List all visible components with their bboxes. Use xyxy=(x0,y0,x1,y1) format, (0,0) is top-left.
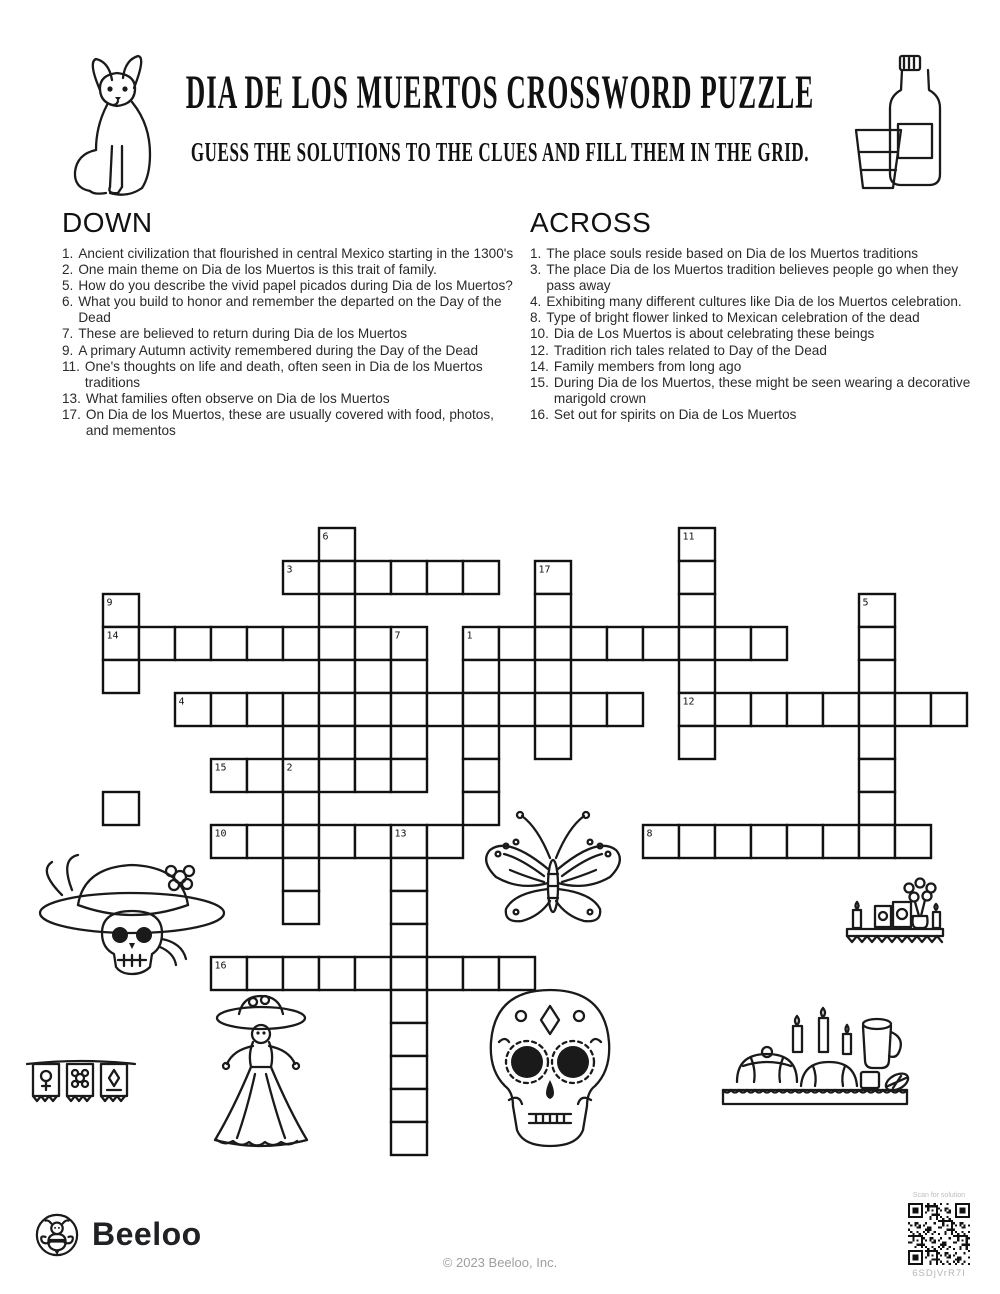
qr-code-id: 6SDjVrR7I xyxy=(912,1268,966,1279)
clue-number: 10. xyxy=(530,326,549,342)
clue-item xyxy=(62,278,514,294)
clue-text: A primary Autumn activity remembered during the Day of the Dead xyxy=(78,342,479,358)
clue-text: One main theme on Dia de los Muertos is this trait of family. xyxy=(78,262,437,278)
papel-picado-icon xyxy=(25,1056,137,1108)
down-clues-section xyxy=(62,207,514,439)
clue-text: What you build to honor and remember the departed on the Day of the Dead xyxy=(78,294,502,326)
across-clues-section xyxy=(530,207,982,423)
clue-number: 5. xyxy=(62,278,74,294)
down-heading: DOWN xyxy=(62,207,153,238)
qr-code-icon xyxy=(908,1203,970,1265)
clue-number: 17. xyxy=(62,406,81,422)
clue-text: What families often observe on Dia de los Muertos xyxy=(85,390,390,406)
svg-text:12: 12 xyxy=(682,696,695,708)
catrina-skull-icon xyxy=(30,835,240,985)
across-clue-list xyxy=(530,246,982,423)
sugar-skull-icon xyxy=(475,984,625,1154)
svg-text:9: 9 xyxy=(106,597,113,609)
svg-text:6: 6 xyxy=(322,531,329,543)
clue-item xyxy=(530,262,982,294)
clue-number: 1. xyxy=(62,246,74,261)
svg-text:16: 16 xyxy=(214,960,227,972)
clue-number: 13. xyxy=(62,390,81,406)
beeloo-bee-logo-icon xyxy=(34,1212,80,1258)
clue-number: 6. xyxy=(62,294,74,310)
qr-label: Scan for solution xyxy=(912,1192,966,1199)
page-subtitle: GUESS THE SOLUTIONS TO THE CLUES AND FILL THEM IN THE GRID. xyxy=(190,137,810,168)
ofrenda-altar-icon xyxy=(845,872,945,954)
clue-text: Set out for spirits on Dia de Los Muertos xyxy=(553,406,797,422)
svg-text:3: 3 xyxy=(286,564,293,576)
xolo-dog-icon xyxy=(62,54,188,204)
clue-text: Ancient civilization that flourished in central Mexico starting in the 1300's xyxy=(78,246,514,261)
svg-text:2: 2 xyxy=(286,762,293,774)
svg-text:13: 13 xyxy=(394,828,407,840)
svg-text:14: 14 xyxy=(106,630,119,642)
clue-number: 12. xyxy=(530,342,549,358)
dancing-catrina-icon xyxy=(203,992,318,1152)
clue-item xyxy=(530,359,982,375)
clue-text: The place souls reside based on Dia de los Muertos traditions xyxy=(546,246,919,261)
svg-text:4: 4 xyxy=(178,696,185,708)
down-clue-list xyxy=(62,246,514,439)
page-title: DIA DE LOS MUERTOS CROSSWORD PUZZLE xyxy=(185,66,815,119)
clue-item xyxy=(62,246,514,262)
svg-text:7: 7 xyxy=(394,630,401,642)
clue-text: During Dia de los Muertos, these might be seen wearing a decorative marigold crown xyxy=(553,374,971,406)
svg-text:8: 8 xyxy=(646,828,653,840)
clue-number: 8. xyxy=(530,310,542,326)
clue-text: Type of bright flower linked to Mexican celebration of the dead xyxy=(546,310,920,326)
clue-item xyxy=(62,326,514,342)
monarch-butterfly-icon xyxy=(478,806,628,932)
clue-item xyxy=(530,343,982,359)
clue-number: 16. xyxy=(530,406,549,422)
clue-item xyxy=(530,246,982,262)
clue-item xyxy=(530,407,982,423)
day-of-dead-feast-icon xyxy=(715,994,915,1109)
svg-text:5: 5 xyxy=(862,597,869,609)
clue-text: On Dia de los Muertos, these are usually covered with food, photos, and mementos xyxy=(85,406,494,439)
copyright-text: © 2023 Beeloo, Inc. xyxy=(442,1255,558,1270)
clue-number: 4. xyxy=(530,294,542,310)
clue-number: 9. xyxy=(62,342,74,358)
clue-item xyxy=(62,294,514,326)
svg-text:17: 17 xyxy=(538,564,551,576)
clue-number: 15. xyxy=(530,374,549,390)
clue-number: 7. xyxy=(62,326,74,342)
clue-item xyxy=(62,343,514,359)
clue-item xyxy=(62,262,514,278)
clue-number: 14. xyxy=(530,358,549,374)
svg-text:15: 15 xyxy=(214,762,227,774)
clue-item xyxy=(530,375,982,407)
brand-name: Beeloo xyxy=(92,1216,202,1252)
clue-item xyxy=(62,359,514,391)
tequila-bottle-icon xyxy=(838,52,958,197)
clue-text: Dia de Los Muertos is about celebrating these beings xyxy=(553,326,875,342)
clue-number: 1. xyxy=(530,246,542,261)
clue-text: The place Dia de los Muertos tradition believes people go when they pass away xyxy=(546,262,959,294)
clue-item xyxy=(62,391,514,407)
clue-item xyxy=(62,407,514,439)
clue-item xyxy=(530,294,982,310)
clue-number: 2. xyxy=(62,262,74,278)
clue-number: 11. xyxy=(62,358,80,374)
clue-item xyxy=(530,310,982,326)
svg-text:1: 1 xyxy=(466,630,473,642)
clue-text: How do you describe the vivid papel picados during Dia de los Muertos? xyxy=(78,278,513,294)
svg-text:10: 10 xyxy=(214,828,227,840)
svg-text:11: 11 xyxy=(682,531,695,543)
clue-text: One's thoughts on life and death, often seen in Dia de los Muertos traditions xyxy=(84,358,483,390)
clue-text: These are believed to return during Dia de los Muertos xyxy=(78,326,408,342)
clue-text: Tradition rich tales related to Day of the Dead xyxy=(553,342,827,358)
across-heading: ACROSS xyxy=(530,207,652,238)
clue-item xyxy=(530,326,982,342)
clue-number: 3. xyxy=(530,262,542,278)
clue-text: Family members from long ago xyxy=(553,358,742,374)
clue-text: Exhibiting many different cultures like Dia de los Muertos celebration. xyxy=(546,294,962,310)
